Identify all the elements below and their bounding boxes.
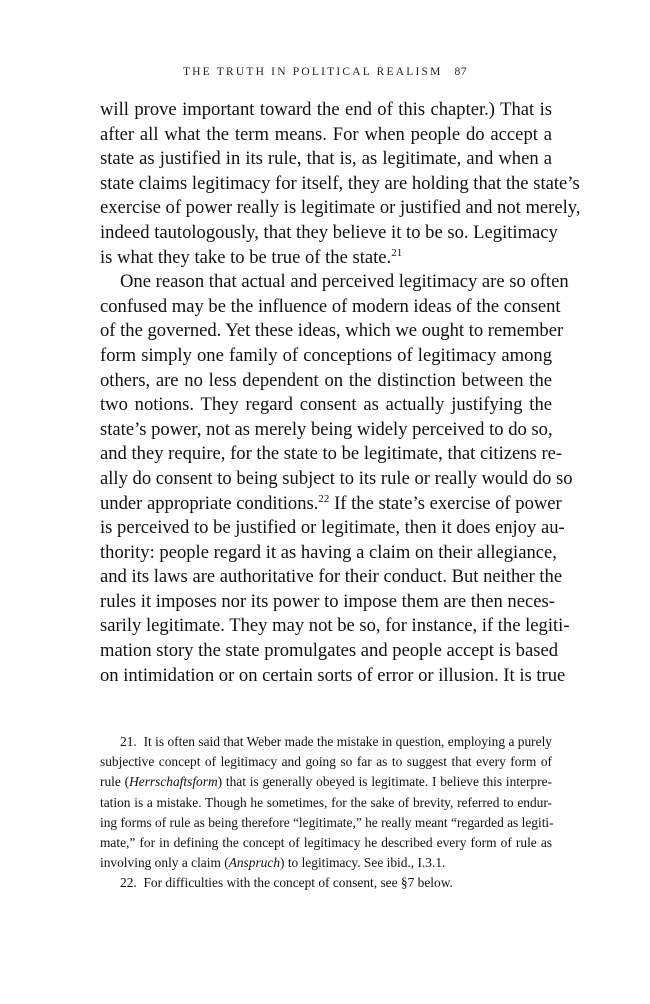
body-line: on intimidation or on certain sorts of error or illusion. It is true (100, 664, 566, 686)
body-line: ally do consent to being subject to its rule or really would do so (100, 467, 573, 489)
footnote-ref-22: 22 (318, 492, 330, 505)
body-line: One reason that actual and perceived legitimacy are so often (120, 271, 569, 293)
body-line: form simply one family of conceptions of legitimacy among (100, 344, 552, 366)
footnote-21-line (100, 772, 552, 792)
footnote-italic-term: Anspruch (228, 855, 281, 871)
body-line: state claims legitimacy for itself, they are holding that the state’s (100, 172, 580, 194)
body-line: and its laws are authoritative for their conduct. But neither the (100, 566, 563, 588)
footnote-text: For difficulties with the concept of consent, see §7 below. (143, 875, 453, 891)
body-line (100, 246, 552, 271)
footnotes (100, 732, 552, 894)
footnote-21-line: subjective concept of legitimacy and going so far as to suggest that every form of (100, 754, 552, 770)
footnote-22-line (100, 873, 552, 893)
body-line-text: is what they take to be true of the state. (100, 246, 392, 268)
footnote-text: rule ( (100, 774, 130, 790)
body-line: sarily legitimate. They may not be so, for instance, if the legiti- (100, 615, 570, 637)
footnote-ref-21: 21 (391, 246, 403, 259)
body-line: rules it imposes nor its power to impose them are then neces- (100, 590, 555, 612)
footnote-21-number: 21. (120, 734, 137, 749)
body-line (100, 492, 562, 517)
body-line: state as justified in its rule, that is, as legitimate, and when a (100, 148, 552, 170)
footnote-text: ) to legitimacy. See ibid., I.3.1. (280, 855, 446, 871)
footnote-21-line (100, 732, 552, 752)
running-head-title: THE TRUTH IN POLITICAL REALISM (182, 66, 443, 78)
footnote-21-line: mate,” for in defining the concept of legitimacy he described every form of rule as (100, 834, 552, 850)
body-line: of the governed. Yet these ideas, which we ought to remember (100, 320, 564, 342)
body-line: mation story the state promulgates and people accept is based (100, 640, 558, 662)
body-line: thority: people regard it as having a claim on their allegiance, (100, 541, 557, 563)
footnote-italic-term: Herrschaftsform (129, 774, 218, 790)
body-line-text: If the state’s exercise of power (329, 492, 562, 514)
body-line-text: under appropriate conditions. (100, 492, 319, 514)
footnote-text: involving only a claim ( (100, 855, 229, 871)
running-head (0, 66, 650, 78)
body-text (100, 98, 581, 688)
body-line: indeed tautologously, that they believe it to be so. Legitimacy (100, 221, 558, 243)
body-line: others, are no less dependent on the distinction between the (100, 369, 552, 391)
footnote-21-line (100, 853, 552, 873)
body-line: confused may be the influence of modern ideas of the consent (100, 295, 561, 317)
footnote-22-number: 22. (120, 875, 137, 891)
footnote-text: ) that is generally obeyed is legitimate. I believe this interpre- (217, 774, 552, 790)
body-line: state’s power, not as merely being widely perceived to do so, (100, 418, 553, 440)
body-line: two notions. They regard consent as actually justifying the (100, 394, 552, 416)
body-line: will prove important toward the end of this chapter.) That is (100, 99, 552, 120)
footnote-21-line: tation is a mistake. Though he sometimes, for the sake of brevity, referred to endur- (100, 794, 552, 810)
body-line: is perceived to be justified or legitimate, then it does enjoy au- (100, 517, 565, 539)
body-line: exercise of power really is legitimate or justified and not merely, (100, 197, 581, 219)
footnote-text: It is often said that Weber made the mistake in question, employing a purely (143, 734, 553, 749)
body-line: and they require, for the state to be legitimate, that citizens re- (100, 443, 563, 465)
body-line: after all what the term means. For when people do accept a (100, 123, 552, 145)
footnote-21-line: ing forms of rule as being therefore “legitimate,” he really meant “regarded as legiti- (100, 814, 554, 830)
page-number: 87 (454, 66, 468, 78)
